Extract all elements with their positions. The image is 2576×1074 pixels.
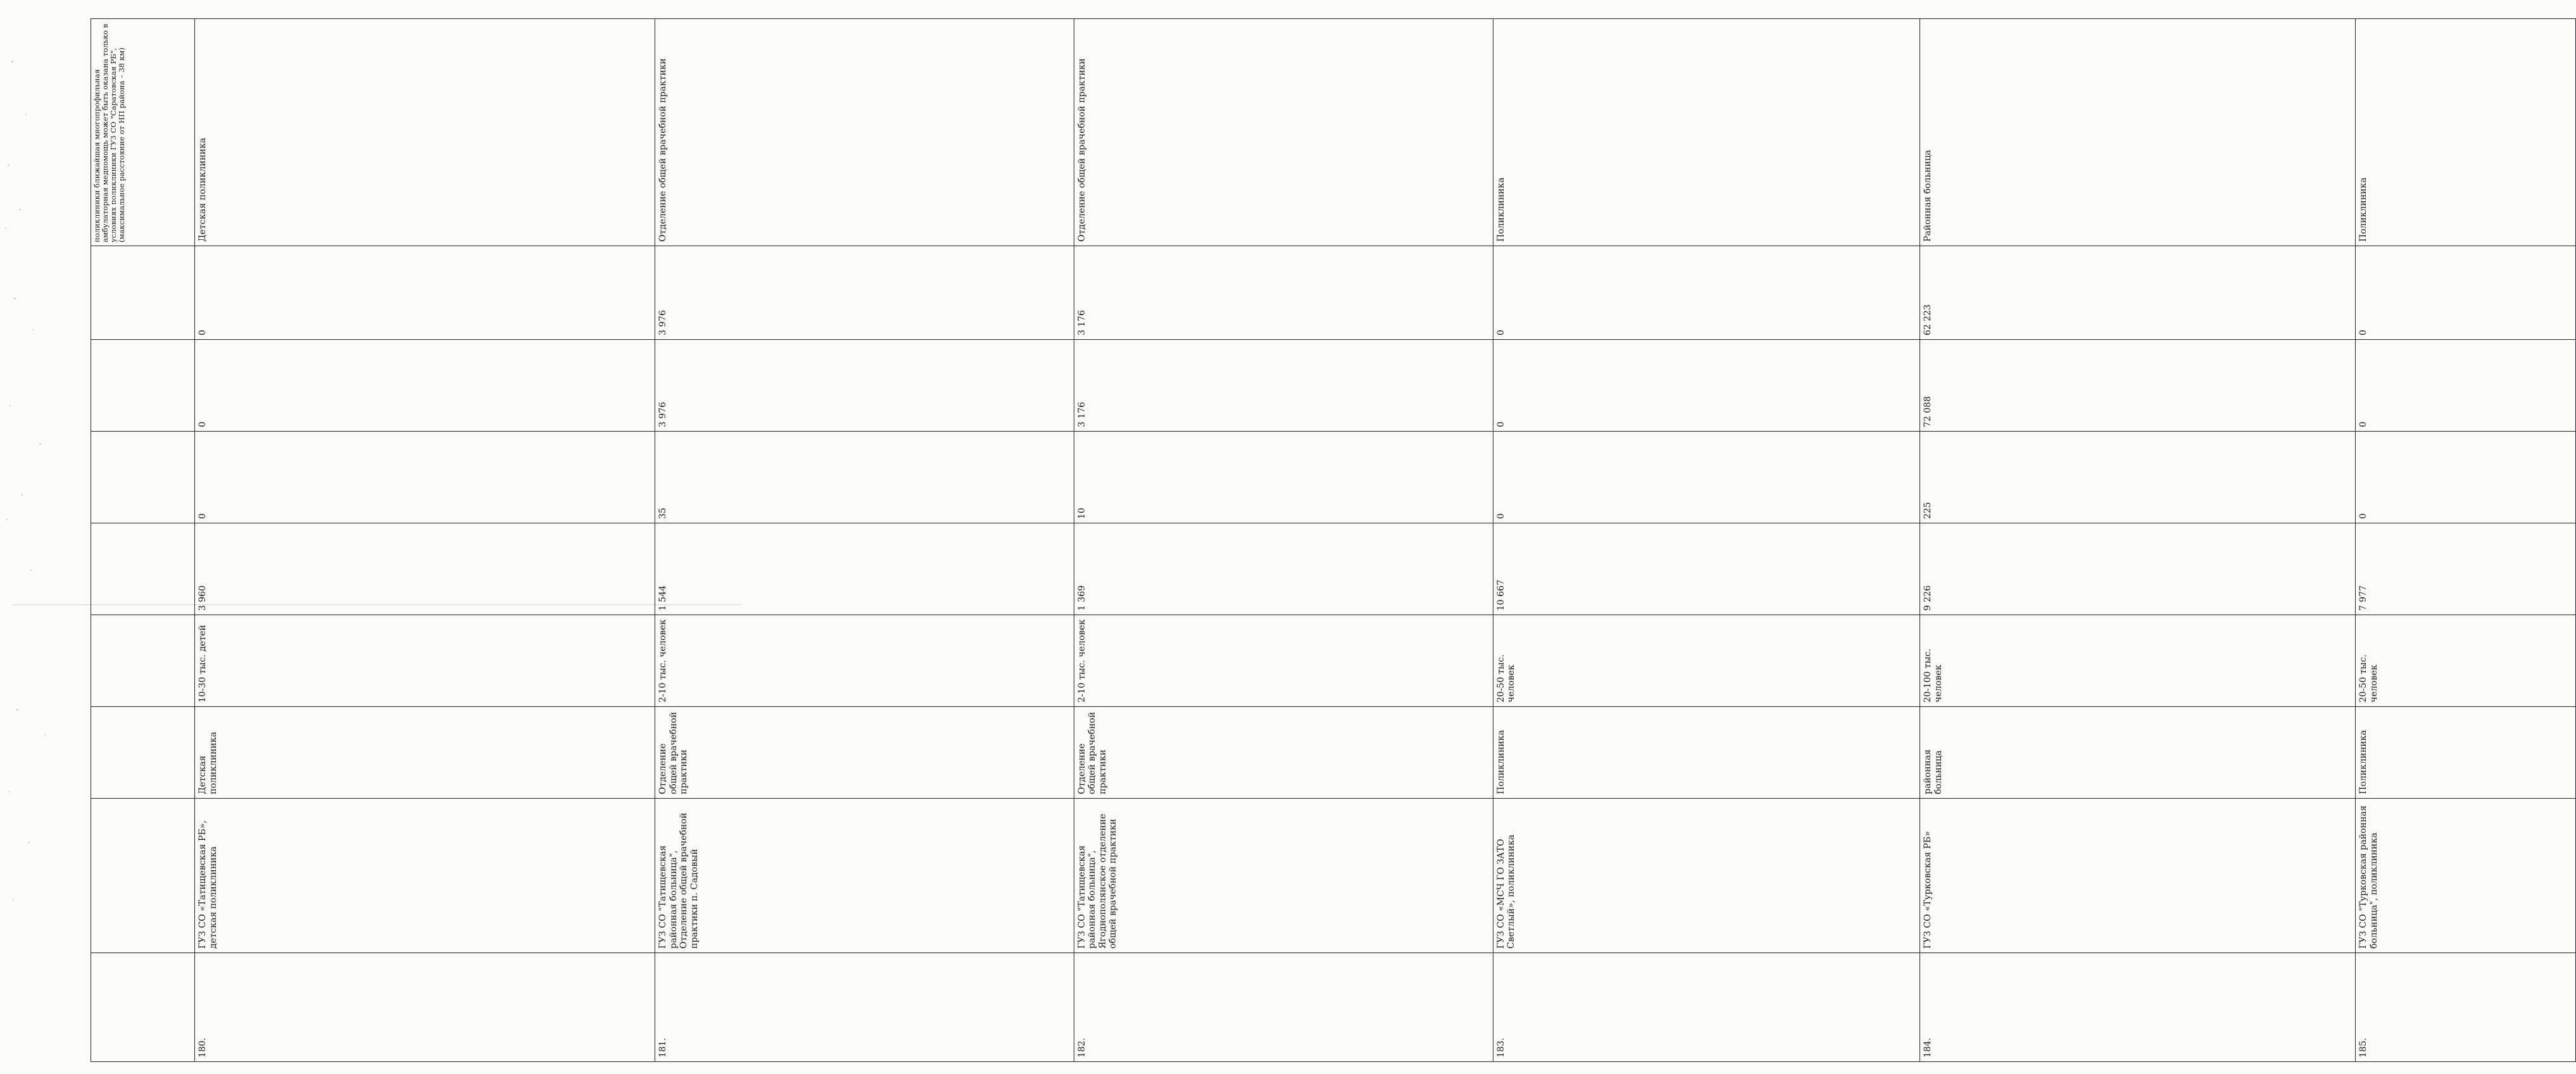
cell-type: Поликлиника [2356, 707, 2575, 799]
cell-empty [91, 799, 195, 953]
scan-noise [0, 0, 76, 1074]
cell-value-1: 0 [195, 432, 655, 523]
cell-name: ГУЗ СО «Турковская РБ» [1920, 799, 2356, 953]
cell-name: ГУЗ СО «МСЧ ГО ЗАТО Светлый», поликлиника [1493, 799, 1920, 953]
cell-type: Поликлиника [1493, 707, 1920, 799]
cell-empty [91, 707, 195, 799]
cell-num: 180. [195, 953, 655, 1062]
cell-capacity: 2-10 тыс. человек [1074, 615, 1493, 707]
cell-name: ГУЗ СО "Турковская районная больница", поликлиника [2356, 799, 2575, 953]
cell-value-3: 0 [1493, 246, 1920, 340]
table-row [655, 19, 1074, 1062]
cell-value-1: 225 [1920, 432, 2356, 523]
cell-num: 182. [1074, 953, 1493, 1062]
table-row [91, 19, 195, 1062]
cell-capacity: 20-100 тыс. человек [1920, 615, 2356, 707]
cell-population: 1 369 [1074, 523, 1493, 615]
table-row [2356, 19, 2575, 1062]
cell-value-2: 0 [2356, 340, 2575, 432]
cell-capacity: 20-50 тыс. человек [2356, 615, 2575, 707]
cell-value-1: 35 [655, 432, 1074, 523]
cell-value-3: 3 976 [655, 246, 1074, 340]
cell-empty [91, 523, 195, 615]
cell-population: 10 667 [1493, 523, 1920, 615]
table-row [1074, 19, 1493, 1062]
table-row [195, 19, 655, 1062]
cell-empty [91, 615, 195, 707]
cell-population: 9 226 [1920, 523, 2356, 615]
cell-new-type: Отделение общей врачебной практики [1074, 19, 1493, 246]
cell-value-2: 0 [1493, 340, 1920, 432]
cell-value-3: 0 [195, 246, 655, 340]
cell-new-type: Поликлиника [1493, 19, 1920, 246]
table-row [1493, 19, 1920, 1062]
cell-population: 3 960 [195, 523, 655, 615]
cell-value-1: 10 [1074, 432, 1493, 523]
cell-name: ГУЗ СО "Татищевская районная больница", Ягоднополянское отделение общей врачебной практики [1074, 799, 1493, 953]
cell-new-type: Поликлиника [2356, 19, 2575, 246]
cell-empty [91, 340, 195, 432]
table-row [1920, 19, 2356, 1062]
cell-note: поликлиники ближайшая многопрофильная амбулаторная медпомощь может быть оказана только в условиях поликлиники ГУЗ СО "Саратовская РБ", (максимальное расстояние от НП района – 38 км) [91, 19, 195, 246]
cell-type: Детская поликлиника [195, 707, 655, 799]
cell-type: Отделение общей врачебной практики [1074, 707, 1493, 799]
cell-value-2: 72 088 [1920, 340, 2356, 432]
rotated-table-frame [91, 19, 2379, 1062]
facilities-table [91, 18, 2576, 1062]
cell-value-2: 0 [195, 340, 655, 432]
cell-value-1: 0 [1493, 432, 1920, 523]
cell-type: районная больница [1920, 707, 2356, 799]
cell-value-1: 0 [2356, 432, 2575, 523]
cell-num: 183. [1493, 953, 1920, 1062]
cell-population: 7 977 [2356, 523, 2575, 615]
cell-num: 181. [655, 953, 1074, 1062]
cell-capacity: 10-30 тыс. детей [195, 615, 655, 707]
cell-name: ГУЗ СО «Татищевская РБ», детская поликлиника [195, 799, 655, 953]
cell-capacity: 2-10 тыс. человек [655, 615, 1074, 707]
cell-value-3: 0 [2356, 246, 2575, 340]
cell-type: Отделение общей врачебной практики [655, 707, 1074, 799]
cell-value-3: 3 176 [1074, 246, 1493, 340]
cell-num: 185. [2356, 953, 2575, 1062]
cell-num: 184. [1920, 953, 2356, 1062]
cell-value-3: 62 223 [1920, 246, 2356, 340]
cell-empty [91, 953, 195, 1062]
cell-value-2: 3 976 [655, 340, 1074, 432]
cell-value-2: 3 176 [1074, 340, 1493, 432]
cell-new-type: Районная больница [1920, 19, 2356, 246]
cell-new-type: Детская поликлиника [195, 19, 655, 246]
cell-population: 1 544 [655, 523, 1074, 615]
cell-capacity: 20-50 тыс. человек [1493, 615, 1920, 707]
cell-empty [91, 246, 195, 340]
cell-empty [91, 432, 195, 523]
cell-new-type: Отделение общей врачебной практики [655, 19, 1074, 246]
cell-name: ГУЗ СО "Татищевская районная больница", Отделение общей врачебной практики п. Садовый [655, 799, 1074, 953]
